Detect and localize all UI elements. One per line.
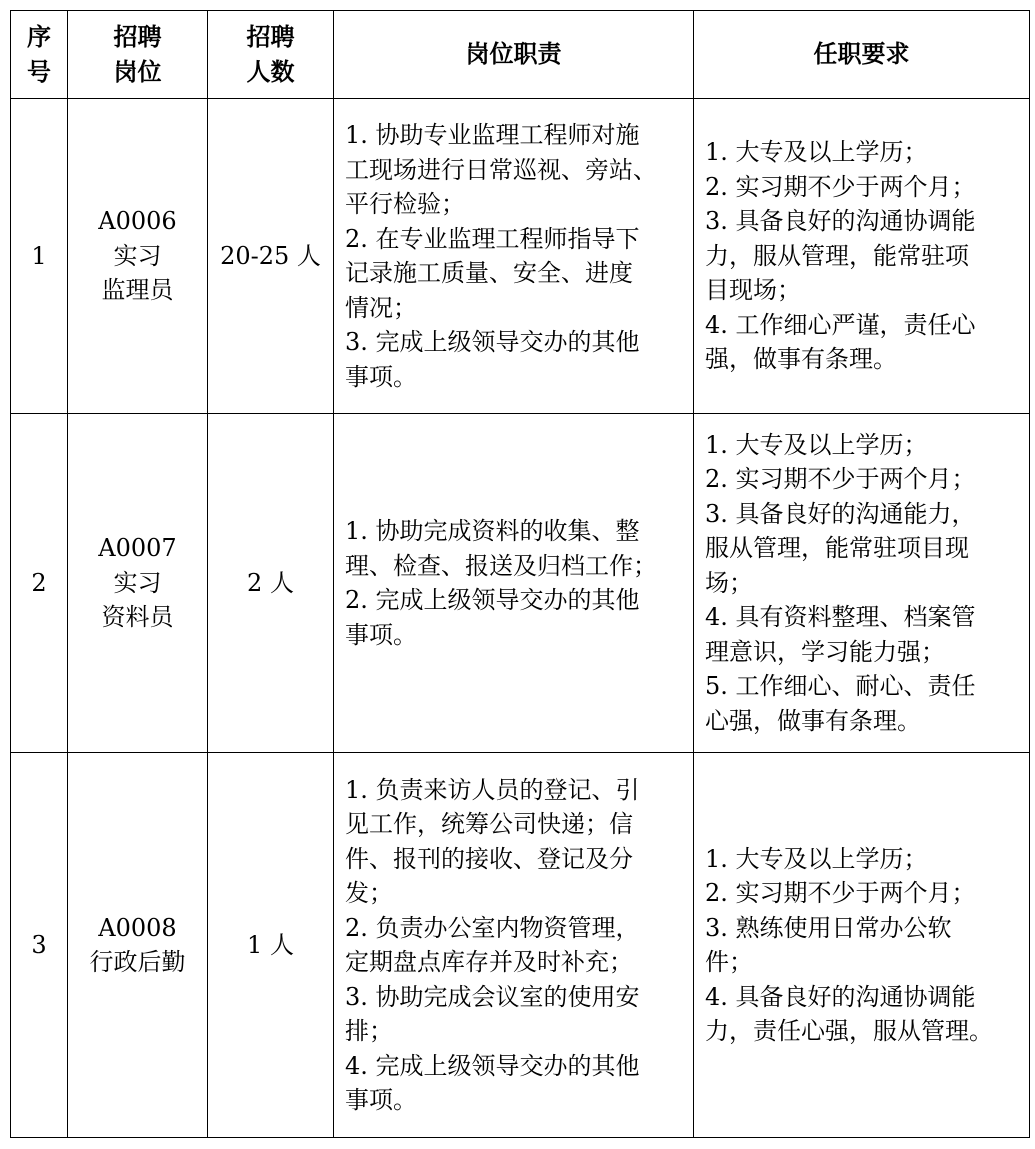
- header-count: 招聘 人数: [208, 11, 334, 99]
- row-count: 1 人: [208, 753, 334, 1138]
- row-position: A0006 实习 监理员: [68, 99, 208, 414]
- header-row: [11, 11, 1030, 99]
- header-position: 招聘 岗位: [68, 11, 208, 99]
- row-count: 20-25 人: [208, 99, 334, 414]
- row-requirements: 1. 大专及以上学历； 2. 实习期不少于两个月； 3. 具备良好的沟通能力， 服从管理，能常驻项目现 场； 4. 具有资料整理、档案管 理意识，学习能力强； 5. 工作细心、耐心、责任 心强，做事有条理。: [694, 414, 1030, 753]
- table-row: [11, 753, 1030, 1138]
- row-duties: 1. 协助完成资料的收集、整 理、检查、报送及归档工作； 2. 完成上级领导交办的其他 事项。: [334, 414, 694, 753]
- row-requirements: 1. 大专及以上学历； 2. 实习期不少于两个月； 3. 熟练使用日常办公软 件； 4. 具备良好的沟通协调能 力，责任心强，服从管理。: [694, 753, 1030, 1138]
- header-duties: 岗位职责: [334, 11, 694, 99]
- row-requirements: 1. 大专及以上学历； 2. 实习期不少于两个月； 3. 具备良好的沟通协调能 力，服从管理，能常驻项 目现场； 4. 工作细心严谨，责任心 强，做事有条理。: [694, 99, 1030, 414]
- row-count: 2 人: [208, 414, 334, 753]
- table-row: [11, 414, 1030, 753]
- header-requirements: 任职要求: [694, 11, 1030, 99]
- row-position: A0007 实习 资料员: [68, 414, 208, 753]
- row-index: 1: [11, 99, 68, 414]
- row-duties: 1. 负责来访人员的登记、引 见工作，统筹公司快递；信 件、报刊的接收、登记及分 发； 2. 负责办公室内物资管理， 定期盘点库存并及时补充； 3. 协助完成会议室的使用安 排； 4. 完成上级领导交办的其他 事项。: [334, 753, 694, 1138]
- recruitment-table: [10, 10, 1030, 1138]
- row-position: A0008 行政后勤: [68, 753, 208, 1138]
- table-row: [11, 99, 1030, 414]
- row-duties: 1. 协助专业监理工程师对施 工现场进行日常巡视、旁站、 平行检验； 2. 在专业监理工程师指导下 记录施工质量、安全、进度 情况； 3. 完成上级领导交办的其他 事项。: [334, 99, 694, 414]
- row-index: 2: [11, 414, 68, 753]
- row-index: 3: [11, 753, 68, 1138]
- header-index: 序 号: [11, 11, 68, 99]
